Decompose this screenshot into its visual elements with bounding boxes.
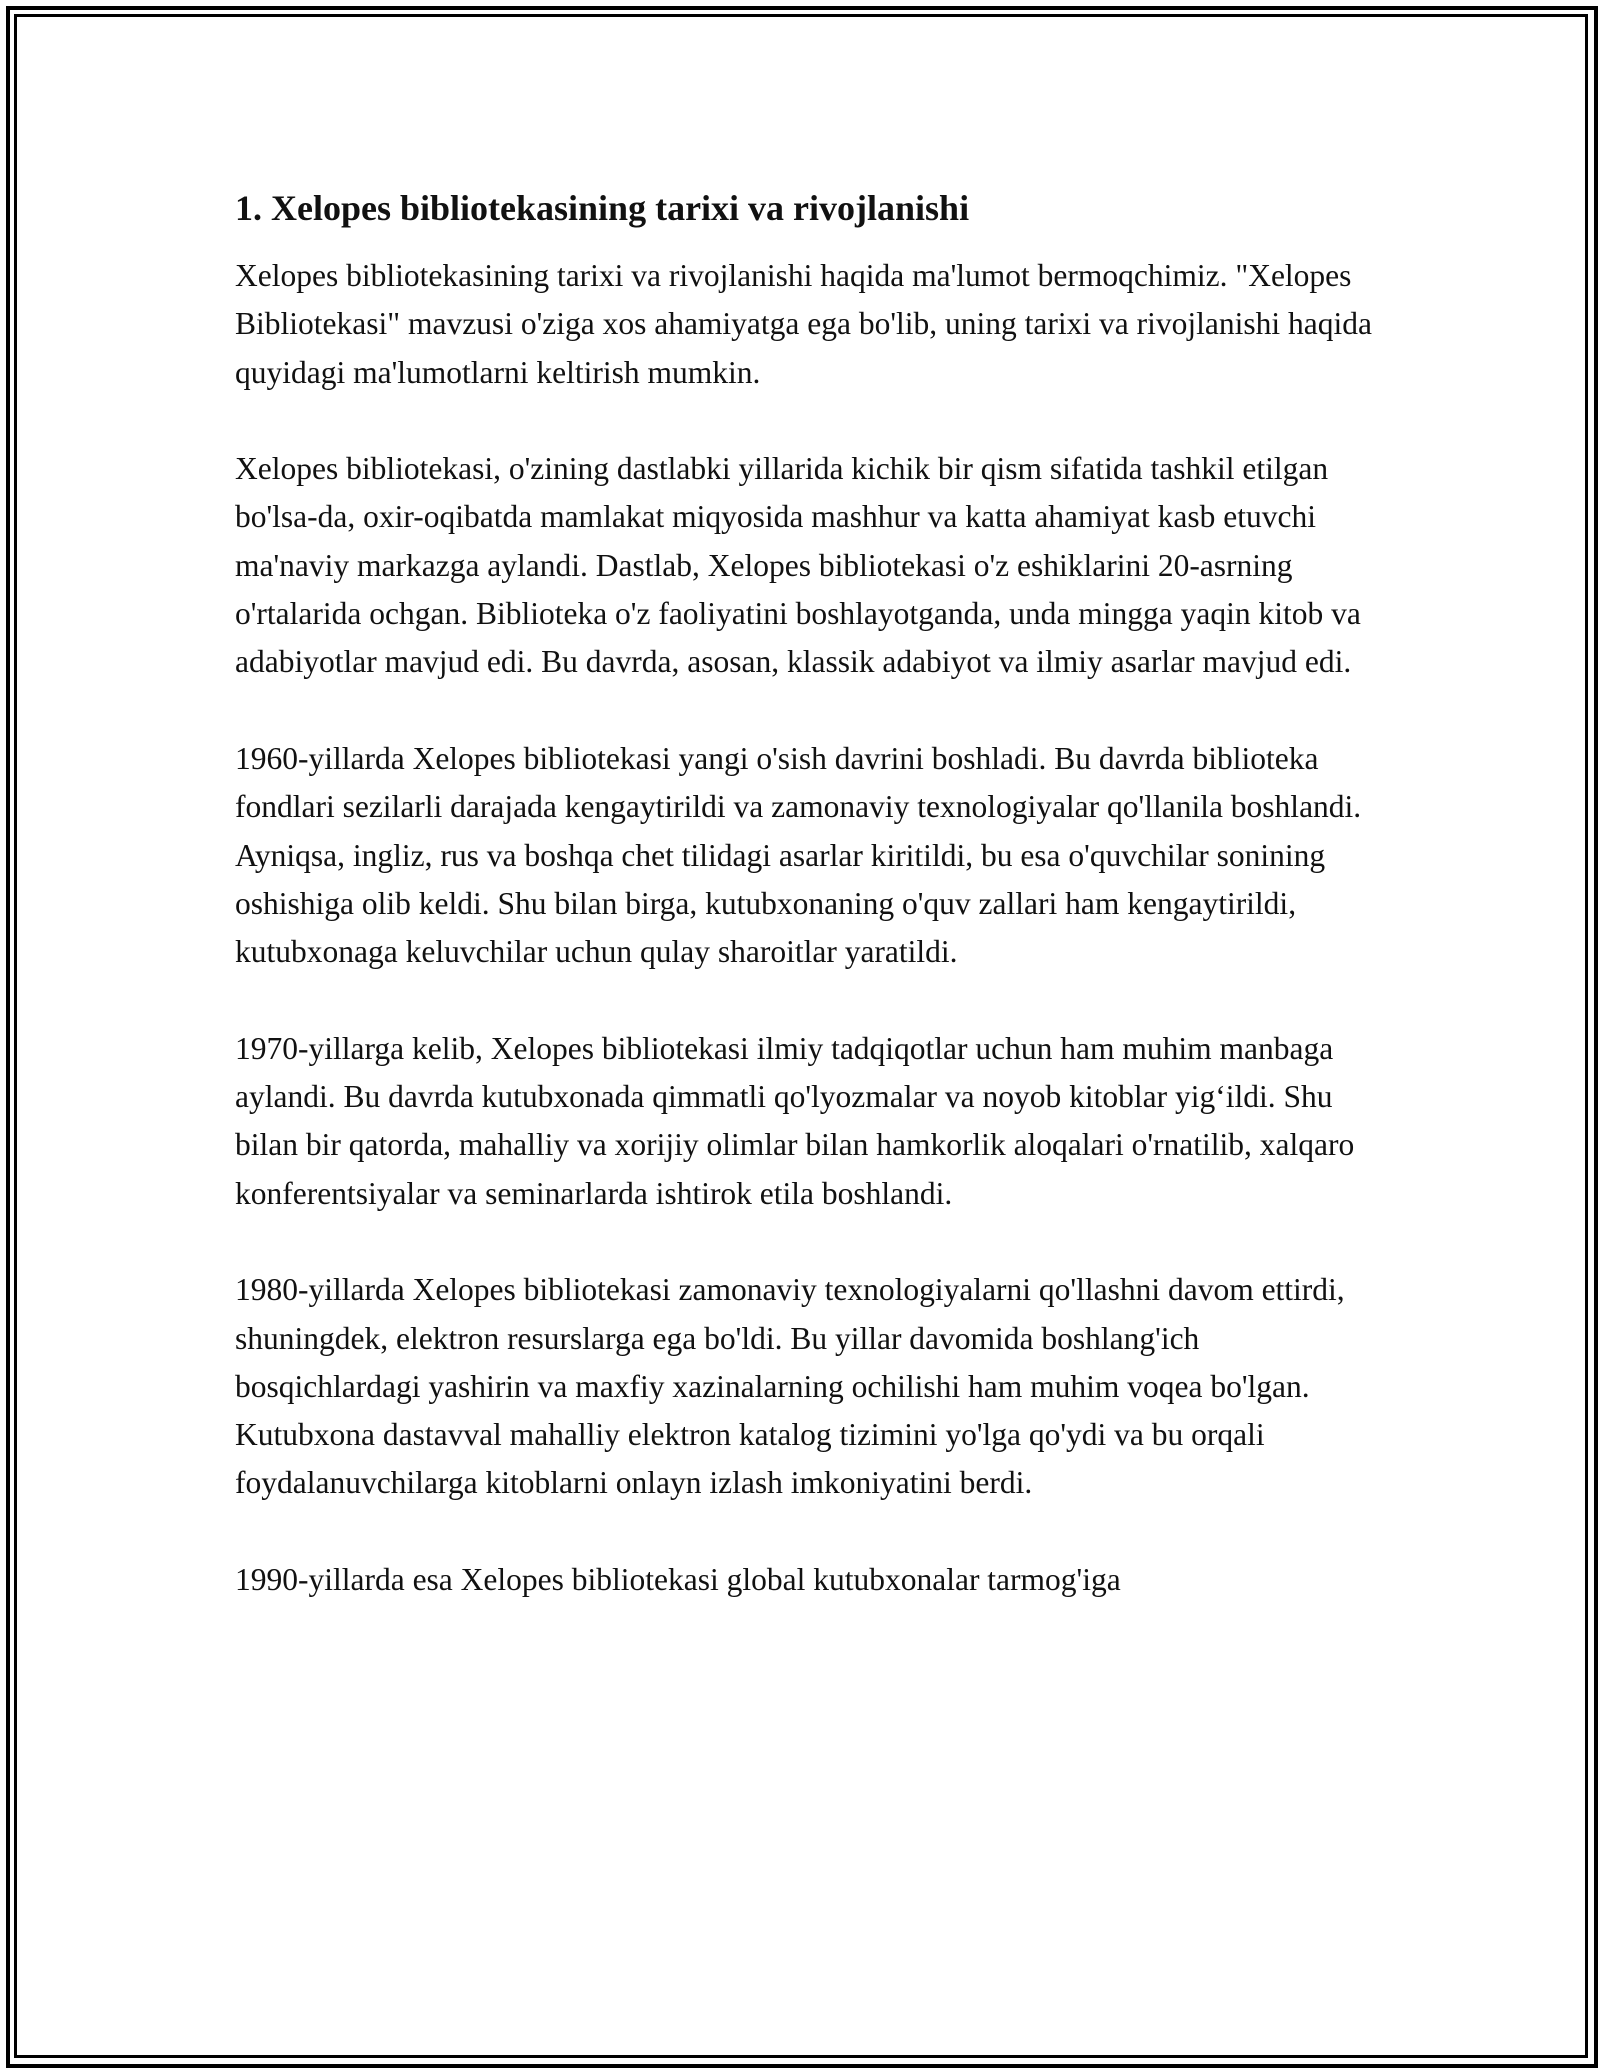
paragraph-1970s: 1970-yillarga kelib, Xelopes bibliotekasi ilmiy tadqiqotlar uchun ham muhim manbaga aylandi. Bu davrda kutubxonada qimmatli qo'lyozmalar va noyob kitoblar yig‘ildi. Shu bilan bir qatorda, mahalliy va xorijiy olimlar bilan hamkorlik aloqalari o'rnatilib, xalqaro konferentsiyalar va seminarlarda ishtirok etila boshlandi. [235, 1030, 1355, 1211]
paragraph-1990s: 1990-yillarda esa Xelopes bibliotekasi global kutubxonalar tarmog'iga [235, 1562, 1121, 1598]
paragraph-1960s: 1960-yillarda Xelopes bibliotekasi yangi o'sish davrini boshladi. Bu davrda biblioteka fondlari sezilarli darajada kengaytirildi va zamonaviy texnologiyalar qo'llanila boshlandi. Ayniqsa, ingliz, rus va boshqa chet tilidagi asarlar kiritildi, bu esa o'quvchilar sonining oshishiga olib keldi. Shu bilan birga, kutubxonaning o'quv zallari ham kengaytirildi, kutubxonaga keluvchilar uchun qulay sharoitlar yaratildi. [235, 740, 1362, 970]
paragraph-early-years: Xelopes bibliotekasi, o'zining dastlabki yillarida kichik bir qism sifatida tashkil etilgan bo'lsa-da, oxir-oqibatda mamlakat miqyosida mashhur va katta ahamiyat kasb etuvchi ma'naviy markazga aylandi. Dastlab, Xelopes bibliotekasi o'z eshiklarini 20-asrning o'rtalarida ochgan. Biblioteka o'z faoliyatini boshlayotganda, unda mingga yaqin kitob va adabiyotlar mavjud edi. Bu davrda, asosan, klassik adabiyot va ilmiy asarlar mavjud edi. [235, 451, 1361, 680]
document-body [235, 184, 1375, 1604]
paragraph-1980s: 1980-yillarda Xelopes bibliotekasi zamonaviy texnologiyalarni qo'llashni davom ettirdi, shuningdek, elektron resurslarga ega bo'ldi. Bu yillar davomida boshlang'ich bosqichlardagi yashirin va maxfiy xazinalarning ochilishi ham muhim voqea bo'lgan. Kutubxona dastavval mahalliy elektron katalog tizimini yo'lga qo'ydi va bu orqali foydalanuvchilarga kitoblarni onlayn izlash imkoniyatini berdi. [235, 1272, 1345, 1501]
paragraph-intro: Xelopes bibliotekasining tarixi va rivojlanishi haqida ma'lumot bermoqchimiz. "Xelopes Bibliotekasi" mavzusi o'ziga xos ahamiyatga ega bo'lib, uning tarixi va rivojlanishi haqida quyidagi ma'lumotlarni keltirish mumkin. [235, 258, 1372, 390]
section-heading: 1. Xelopes bibliotekasining tarixi va rivojlanishi [235, 188, 970, 228]
